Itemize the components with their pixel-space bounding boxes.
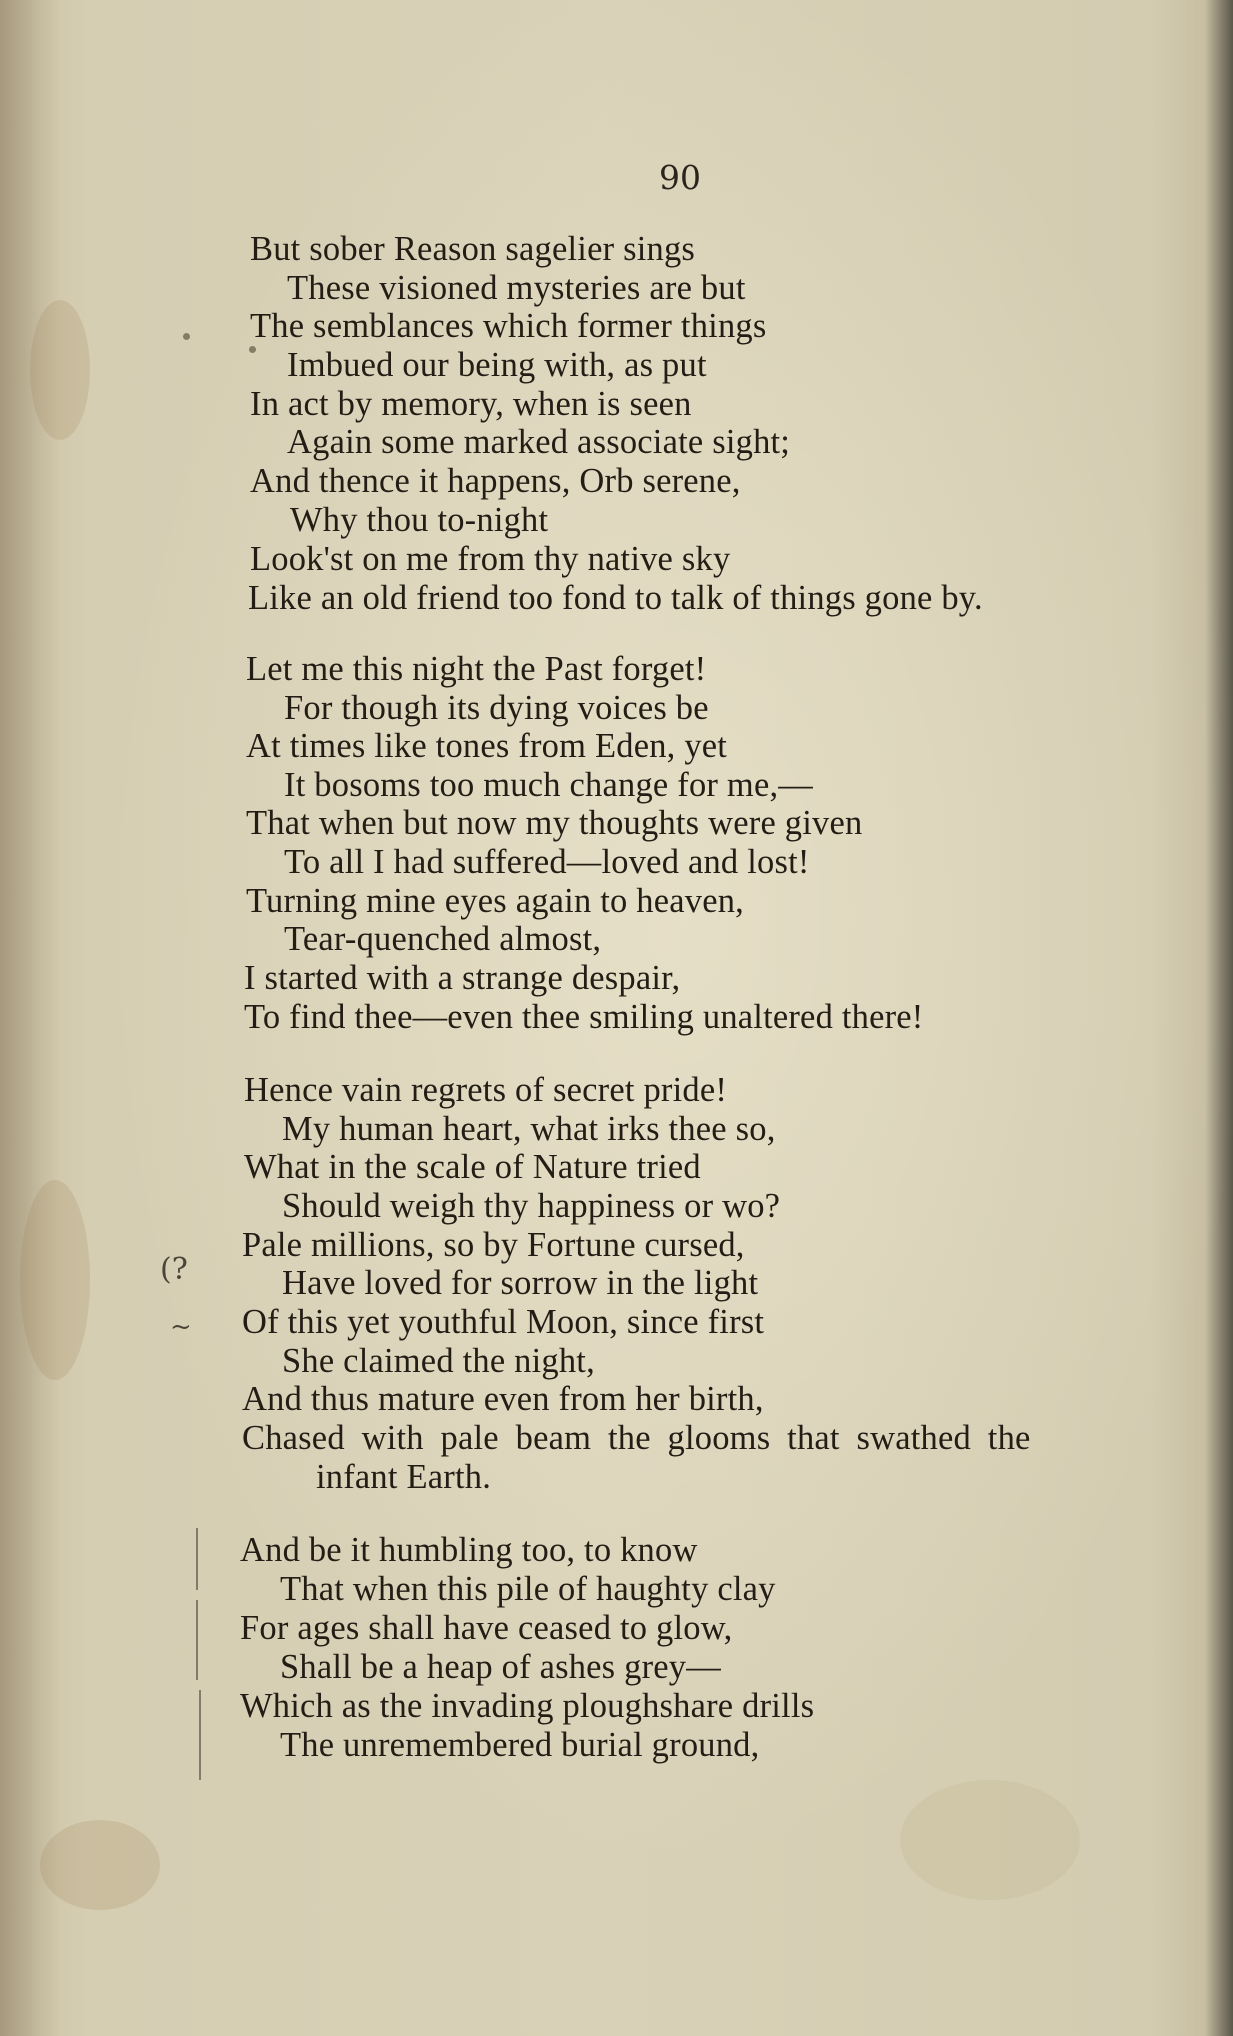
poem-line: That when this pile of haughty clay [280, 1570, 776, 1608]
poem-line: Again some marked associate sight; [287, 423, 791, 461]
poem-line: Imbued our being with, as put [287, 346, 707, 384]
poem-line: Hence vain regrets of secret pride! [244, 1071, 728, 1109]
poem-line: But sober Reason sagelier sings [250, 230, 696, 268]
poem-line: And thence it happens, Orb serene, [250, 462, 741, 500]
poem-line: Which as the invading ploughshare drills [240, 1687, 815, 1725]
poem-line: For ages shall have ceased to glow, [240, 1609, 733, 1647]
poem-line: The semblances which former things [250, 307, 767, 345]
poem-line: And be it humbling too, to know [240, 1531, 698, 1569]
margin-annotation: ~ [170, 1312, 192, 1342]
poem-line: She claimed the night, [282, 1342, 595, 1380]
poem-line: Tear-quenched almost, [284, 920, 602, 958]
poem-line: My human heart, what irks thee so, [282, 1110, 776, 1148]
poem-line: I started with a strange despair, [244, 959, 681, 997]
poem-line: Of this yet youthful Moon, since first [242, 1303, 765, 1341]
poem-line: Have loved for sorrow in the light [282, 1264, 759, 1302]
poem-line: Shall be a heap of ashes grey— [280, 1648, 721, 1686]
poem-line: Look'st on me from thy native sky [250, 540, 731, 578]
poem-line: Turning mine eyes again to heaven, [246, 882, 745, 920]
poem-line: Pale millions, so by Fortune cursed, [242, 1226, 745, 1264]
poem-line: Chased with pale beam the glooms that swathed the [242, 1419, 1031, 1457]
poem-line: And thus mature even from her birth, [242, 1380, 764, 1418]
poem-line: To all I had suffered—loved and lost! [284, 843, 810, 881]
poem-line: For though its dying voices be [284, 689, 709, 727]
poem-line: Why thou to-night [290, 501, 549, 539]
poem-line: To find thee—even thee smiling unaltered there! [244, 998, 924, 1036]
poem-line: infant Earth. [316, 1458, 492, 1496]
poem-line: That when but now my thoughts were given [246, 804, 863, 842]
poem-line: Should weigh thy happiness or wo? [282, 1187, 781, 1225]
poem-line: Let me this night the Past forget! [246, 650, 707, 688]
poem-line: At times like tones from Eden, yet [246, 727, 728, 765]
poem-line: It bosoms too much change for me,— [284, 766, 813, 804]
poem-line: In act by memory, when is seen [250, 385, 692, 423]
poem-line: The unremembered burial ground, [280, 1726, 760, 1764]
page-number: 90 [659, 158, 701, 197]
margin-annotation: (? [160, 1252, 188, 1287]
poem-line: What in the scale of Nature tried [244, 1148, 701, 1186]
poem-line: These visioned mysteries are but [287, 269, 746, 307]
poem-line: Like an old friend too fond to talk of things gone by. [248, 579, 983, 617]
